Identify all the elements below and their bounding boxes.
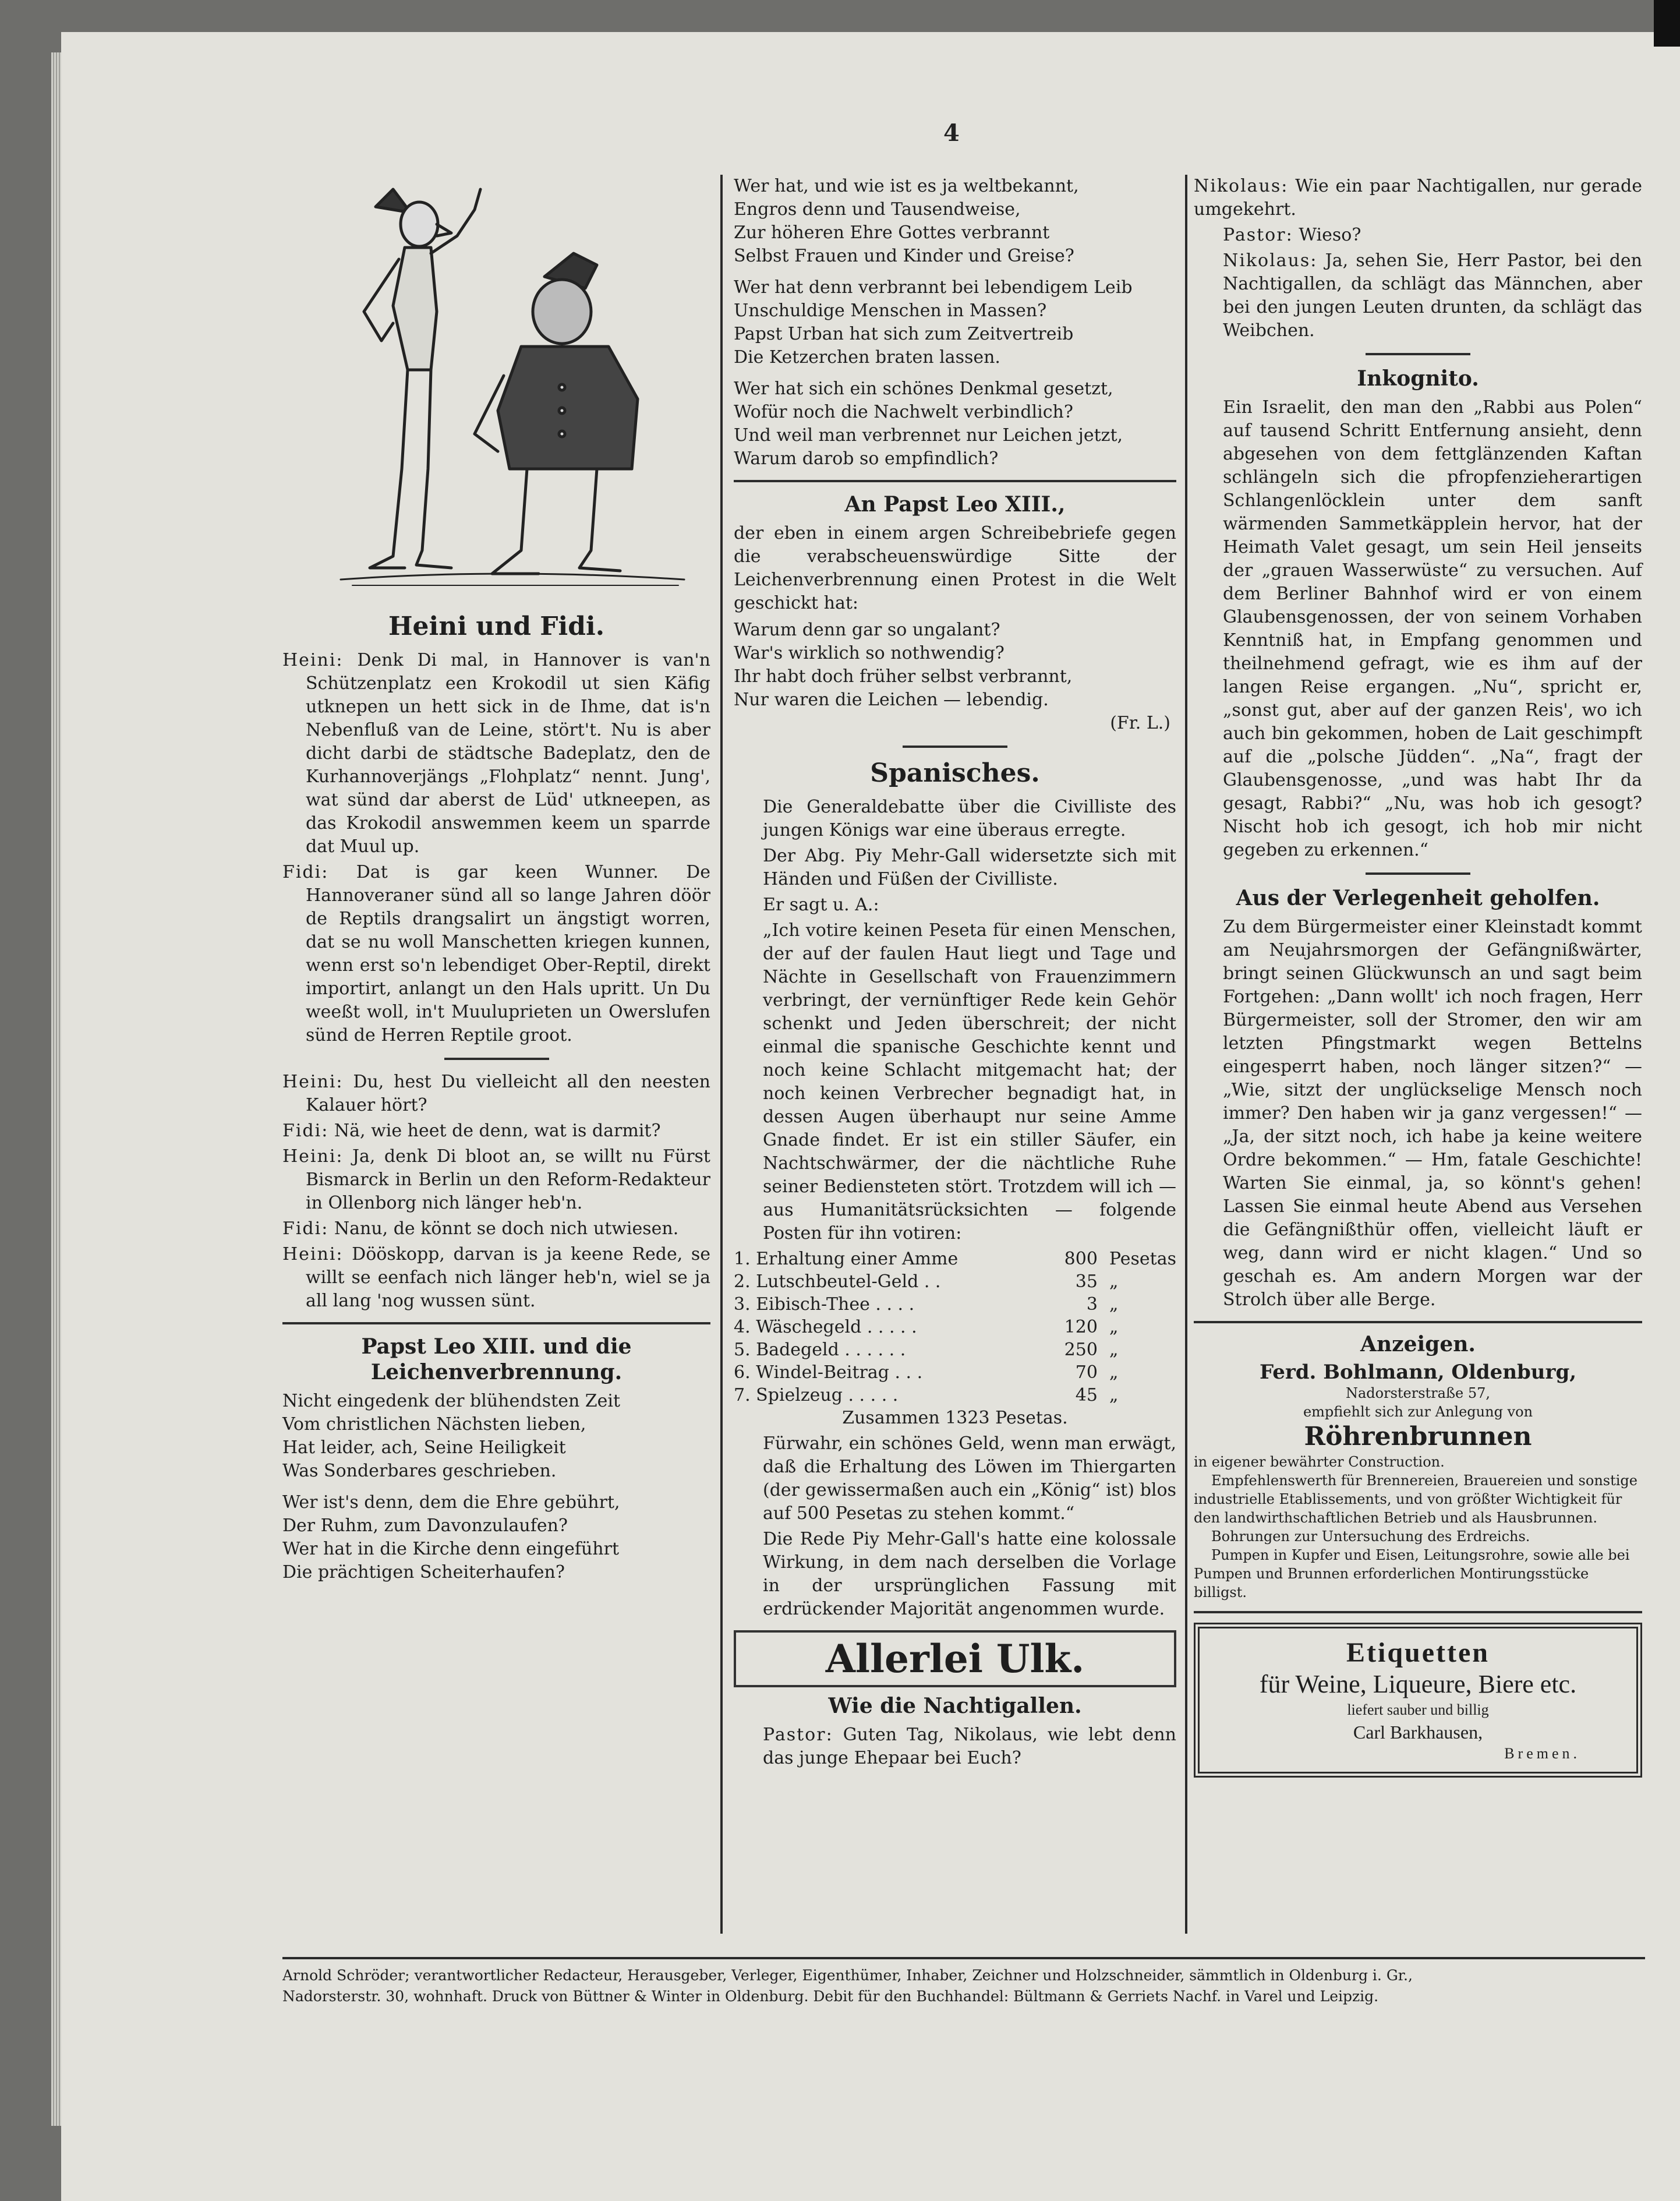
paragraph: Zu dem Bürgermeister einer Kleinstadt kommt am Neujahrsmorgen der Gefängnißwärter, bringt seinen Glückwunsch an und sagt beim Fortgehen: „Dann wollt' ich noch fragen, Herr Bürgermeister, soll der Stromer, den wir am letzten Pfingstmarkt wegen Bettelns eingesperrt haben, noch länger sitzen?“ — „Wie, sitzt der unglückselige Mensch noch immer? Den haben wir ja ganz vergessen!“ — „Ja, der sitzt noch, ich habe ja keine weitere Ordre bekommen.“ — Hm, fatale Geschichte! Warten Sie einmal, ja, so könnt's gehen! Lassen Sie einmal heute Abend aus Versehen die Gefängnißthür offen, vielleicht läuft er weg, dann wird er nicht klagen.“ Und so geschah es. Am andern Morgen war der Strolch über alle Berge. <box>1223 917 1642 1310</box>
verse-line: Papst Urban hat sich zum Zeitvertreib <box>734 324 1074 344</box>
rule <box>282 1322 710 1324</box>
page-number: 4 <box>943 119 960 147</box>
stanza <box>282 1390 710 1483</box>
budget-list <box>734 1248 1176 1407</box>
verse-line: Nur waren die Leichen — lebendig. <box>734 690 1049 710</box>
dialog-line: Heini: Dööskopp, darvan is ja keene Rede, se willt se eenfach nich länger heb'n, wiel se ja all lang 'nog wussen sünt. <box>282 1244 711 1311</box>
list-item: 2. Lutschbeutel-Geld . . 35 „ <box>734 1271 1119 1292</box>
verse-line: Und weil man verbrennet nur Leichen jetzt, <box>734 425 1123 446</box>
ad-address: Nadorsterstraße 57, <box>1345 1385 1490 1401</box>
column-3 <box>1194 175 1642 1778</box>
dialog-line: Nikolaus: Ja, sehen Sie, Herr Pastor, bei den Nachtigallen, da schlägt das Männchen, aber bei den jungen Leuten drunten, da schlägt das Weibchen. <box>1223 250 1642 341</box>
dialog-line: Pastor: Guten Tag, Nikolaus, wie lebt denn das junge Ehepaar bei Euch? <box>763 1725 1176 1768</box>
ad-company: Carl Barkhausen, <box>1353 1722 1483 1743</box>
heading-an-papst-leo: An Papst Leo XIII., <box>844 492 1066 517</box>
verse-line: Wer hat denn verbrannt bei lebendigem Leib <box>734 277 1133 298</box>
imprint-line: Arnold Schröder; verantwortlicher Redacteur, Herausgeber, Verleger, Eigenthümer, Inhaber, Zeichner und Holzschneider, sämmtlich in Oldenburg i. Gr., <box>282 1967 1413 1984</box>
heading-inkognito: Inkognito. <box>1357 366 1479 391</box>
heading-nachtigallen: Wie die Nachtigallen. <box>828 1694 1082 1718</box>
verse-line: Engros denn und Tausendweise, <box>734 199 1021 220</box>
paragraph: Ein Israelit, den man den „Rabbi aus Polen“ auf tausend Schritt Entfernung ansieht, denn abgesehen von dem fettglänzenden Kaftan schlängeln sich die pfropfenzieherartigen Schlangenlöcklein unter dem sanft wärmenden Sammetkäpplein hervor, hat der Heimath Valet gesagt, um sein Heil jenseits der „grauen Wasserwüste“ zu versuchen. Auf dem Berliner Bahnhof wird er von einem Glaubensgenossen, der von seinem Vorhaben Kenntniß hat, in Empfang genommen und theilnehmend gefragt, wie es ihm auf der langen Reise ergangen. „Nu“, spricht er, „sonst gut, aber auf der ganzen Reis', wo ich auch bin gekommen, hoben de Lait geschimpft auf die „polsche Jüdden“. „Na“, fragt der Glaubensgenosse, „und was habt Ihr da gesagt, Rabbi?“ „Nu, was hob ich gesogt? Nischt hob ich gesogt, ich hob mir nicht gegeben zu erkennen.“ <box>1223 397 1642 860</box>
ad-headline: Röhrenbrunnen <box>1304 1422 1532 1451</box>
verse-line: Ihr habt doch früher selbst verbrannt, <box>734 666 1073 687</box>
ad-recommend: empfiehlt sich zur Anlegung von <box>1303 1404 1533 1420</box>
column-1 <box>282 606 710 1592</box>
stanza <box>734 377 1176 471</box>
dialog-line: Heini: Ja, denk Di bloot an, se willt nu Fürst Bismarck in Berlin un den Reform-Redakteur in Ollenborg nich länger heb'n. <box>282 1146 710 1213</box>
verse-line: Wer hat in die Kirche denn eingeführt <box>282 1539 620 1559</box>
stanza <box>734 175 1176 268</box>
ad-line: Bohrungen zur Untersuchung des Erdreichs. <box>1211 1528 1530 1545</box>
list-item: 6. Windel-Beitrag . . . 70 „ <box>734 1362 1119 1383</box>
dialog-line: Fidi: Nä, wie heet de denn, wat is darmit? <box>282 1121 661 1141</box>
column-divider-1 <box>720 175 723 1934</box>
ad-line: Empfehlenswerth für Brennereien, Brauereien und sonstige industrielle Etablissements, und von größter Wichtigkeit für den landwirthschaftlichen Betrieb und als Hausbrunnen. <box>1194 1472 1637 1526</box>
dialog-heini-fidi <box>282 649 710 1047</box>
ad-city: Bremen. <box>1504 1745 1580 1762</box>
verse-line: Was Sonderbares geschrieben. <box>282 1461 557 1481</box>
ad-company: Ferd. Bohlmann, Oldenburg, <box>1259 1361 1577 1384</box>
total-line: Zusammen 1323 Pesetas. <box>842 1408 1068 1428</box>
stanza <box>734 276 1176 369</box>
verse-line: Warum darob so empfindlich? <box>734 448 999 469</box>
verse-line: Die prächtigen Scheiterhaufen? <box>282 1562 565 1582</box>
imprint-footer <box>282 1957 1645 2007</box>
dialog-line: Heini: Denk Di mal, in Hannover is van'n Schützenplatz een Krokodil ut sien Käfig utknepen un hett sick in de Ihme, dat is'n Nebenfluß van de Leine, stört't. Nu is aber dicht darbi de städtsche Badeplatz, den de Kurhannoverjängs „Flohplatz“ nennt. Jung', wat sünd dar aberst de Lüd' utkneepen, as das Krokodil answemmen keem un sparrde dat Muul up. <box>282 650 710 857</box>
stanza <box>282 1491 710 1584</box>
heading-verlegenheit: Aus der Verlegenheit geholfen. <box>1236 886 1600 910</box>
separator <box>444 1058 549 1060</box>
verse-line: Wer hat, und wie ist es ja weltbekannt, <box>734 176 1079 196</box>
list-item: 5. Badegeld . . . . . . 250 „ <box>734 1340 1119 1360</box>
heading-spanisches: Spanisches. <box>870 758 1040 788</box>
paragraph: Fürwahr, ein schönes Geld, wenn man erwägt, daß die Erhaltung des Löwen im Thiergarten (der gewissermaßen auch ein „König“ ist) blos auf 500 Pesetas zu stehen kommt.“ <box>763 1433 1176 1524</box>
list-item: 7. Spielzeug . . . . . 45 „ <box>734 1385 1119 1405</box>
ad-line: Pumpen in Kupfer und Eisen, Leitungsrohre, sowie alle bei Pumpen und Brunnen erforderlichen Montirungsstücke billigst. <box>1194 1547 1630 1601</box>
verse-line: Hat leider, ach, Seine Heiligkeit <box>282 1437 566 1458</box>
paragraph: Er sagt u. A.: <box>763 895 879 915</box>
verse-line: Unschuldige Menschen in Massen? <box>734 301 1047 321</box>
ad-subtitle: für Weine, Liqueure, Biere etc. <box>1259 1670 1577 1698</box>
verse-line: War's wirklich so nothwendig? <box>734 643 1005 663</box>
verse-line: Zur höheren Ehre Gottes verbrannt <box>734 222 1050 243</box>
separator <box>903 746 1007 748</box>
verse-line: Der Ruhm, zum Davonzulaufen? <box>282 1515 568 1536</box>
paragraph: Die Generaldebatte über die Civilliste des jungen Königs war eine überaus erregte. <box>763 797 1176 840</box>
dialog-kalauer <box>282 1071 710 1313</box>
dialog-line: Fidi: Nanu, de könnt se doch nich utwiesen. <box>282 1218 679 1239</box>
corner-marker <box>1654 0 1680 47</box>
ad-bohlmann <box>1194 1361 1642 1602</box>
heading-allerlei-ulk: Allerlei Ulk. <box>734 1630 1176 1687</box>
rule <box>1194 1321 1642 1323</box>
signature: (Fr. L.) <box>1110 713 1170 733</box>
dialog-line: Pastor: Wieso? <box>1223 225 1361 245</box>
verse-an-papst <box>734 619 1176 712</box>
verse-line: Die Ketzerchen braten lassen. <box>734 347 1000 368</box>
dialog-line: Nikolaus: Wie ein paar Nachtigallen, nur gerade umgekehrt. <box>1194 176 1642 220</box>
verse-line: Nicht eingedenk der blühendsten Zeit <box>282 1391 621 1411</box>
separator <box>1366 353 1470 355</box>
verse-line: Wer ist's denn, dem die Ehre gebührt, <box>282 1492 620 1513</box>
heading-papst-leo: Papst Leo XIII. und die Leichenverbrennung. <box>361 1334 632 1384</box>
verse-line: Wofür noch die Nachwelt verbindlich? <box>734 402 1073 422</box>
ad-etiquetten <box>1194 1623 1642 1778</box>
heading-heini-und-fidi: Heini und Fidi. <box>388 612 605 641</box>
ad-line: in eigener bewährter Construction. <box>1194 1454 1445 1470</box>
column-divider-2 <box>1185 175 1187 1934</box>
verse-line: Selbst Frauen und Kinder und Greise? <box>734 246 1074 266</box>
poem-leo-continued <box>734 175 1176 471</box>
dialog-line: Heini: Du, hest Du vielleicht all den neesten Kalauer hört? <box>282 1072 710 1115</box>
verse-line: Vom christlichen Nächsten lieben, <box>282 1414 586 1435</box>
verse-line: Wer hat sich ein schönes Denkmal gesetzt, <box>734 379 1113 399</box>
illustration-two-figures <box>306 178 702 597</box>
list-item: 3. Eibisch-Thee . . . . 3 „ <box>734 1294 1119 1315</box>
list-item: 1. Erhaltung einer Amme 800 Pesetas <box>734 1249 1176 1269</box>
rule <box>1194 1611 1642 1613</box>
paragraph: Die Rede Piy Mehr-Gall's hatte eine kolossale Wirkung, in dem nach derselben die Vorlage in der ursprünglichen Fassung mit erdrückender Majorität angenommen wurde. <box>763 1529 1176 1619</box>
ad-text: liefert sauber und billig <box>1347 1701 1489 1718</box>
paragraph: „Ich votire keinen Peseta für einen Menschen, der auf der faulen Haut liegt und Tage und Nächte in Gesellschaft von Frauenzimmern verbringt, der vernünftiger Rede kein Gehör schenkt und Jeden überschreit; der nicht einmal die spanische Geschichte kennt und noch keine Schlacht mitgemacht hat; der noch keinen Verbrecher begnadigt hat, in dessen Augen überhaupt nur seine Amme Gnade findet. Er ist ein stiller Säufer, ein Nachtschwärmer, der die nächtliche Ruhe seiner Bediensteten stört. Trotzdem will ich — aus Humanitätsrücksichten — folgende Posten für ihn votiren: <box>763 920 1176 1243</box>
separator <box>1366 872 1470 875</box>
rule <box>734 480 1176 482</box>
imprint-line: Nadorsterstr. 30, wohnhaft. Druck von Büttner & Winter in Oldenburg. Debit für den Buchhandel: Bültmann & Gerriets Nachf. in Varel und Leipzig. <box>282 1988 1379 2005</box>
column-2 <box>734 175 1176 1772</box>
poem-leo-start <box>282 1390 710 1584</box>
verse-line: Warum denn gar so ungalant? <box>734 620 1000 640</box>
paragraph: Der Abg. Piy Mehr-Gall widersetzte sich mit Händen und Füßen der Civilliste. <box>763 846 1176 889</box>
dialog-line: Fidi: Dat is gar keen Wunner. De Hannoveraner sünd all so lange Jahren döör de Reptils drangsalirt un ängstigt worren, dat se nu woll Manschetten kriegen kunnen, wenn erst so'n lebendiget Ober-Reptil, direkt importirt, anlangt un den Hals upritt. Un Du weeßt woll, in't Muuluprieten un Owerslufen sünd de Herren Reptile groot. <box>282 862 710 1045</box>
list-item: 4. Wäschegeld . . . . . 120 „ <box>734 1317 1119 1337</box>
ad-title: Etiquetten <box>1346 1637 1490 1668</box>
intro-text: der eben in einem argen Schreibebriefe gegen die verabscheuenswürdige Sitte der Leichenverbrennung einen Protest in die Welt geschickt hat: <box>734 523 1176 613</box>
heading-anzeigen: Anzeigen. <box>1360 1332 1476 1356</box>
